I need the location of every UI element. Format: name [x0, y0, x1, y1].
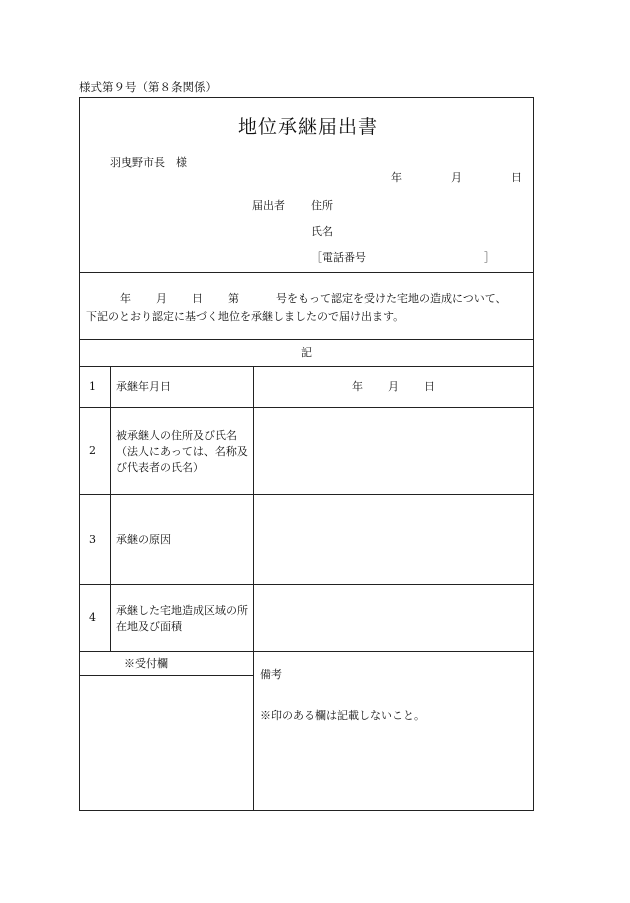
row-label: 承継年月日: [116, 380, 171, 393]
divider: [80, 494, 533, 495]
divider: [80, 407, 533, 408]
phone-label: ［電話番号: [311, 251, 366, 264]
date-year: 年: [391, 171, 402, 184]
divider: [80, 651, 533, 652]
row-label: 承継の原因: [116, 533, 171, 546]
form-frame: [79, 97, 534, 811]
row-number: 2: [89, 444, 96, 457]
row-label: 承継した宅地造成区域の所在地及び面積: [116, 604, 248, 633]
row-number: 3: [89, 533, 96, 546]
intro-day: 日: [192, 292, 203, 305]
address-label: 住所: [311, 199, 333, 212]
form-title: 地位承継届出書: [238, 116, 379, 138]
form-number-label: 様式第９号（第８条関係）: [79, 80, 217, 94]
addressee: 羽曳野市長 様: [110, 156, 187, 169]
remarks-label: 備考: [260, 668, 282, 681]
intro-rest: 号をもって認定を受けた宅地の造成について、: [276, 292, 507, 305]
notifier-label: 届出者: [252, 199, 285, 212]
divider: [80, 675, 253, 676]
intro-dai: 第: [228, 292, 239, 305]
divider: [80, 272, 533, 273]
ki-heading: 記: [301, 346, 312, 359]
succession-month: 月: [388, 380, 399, 393]
divider: [80, 339, 533, 340]
row-label: 被承継人の住所及び氏名（法人にあっては、名称及び代表者の氏名）: [116, 429, 248, 474]
phone-bracket-close: ］: [484, 251, 495, 264]
succession-year: 年: [352, 380, 363, 393]
intro-year: 年: [120, 292, 131, 305]
date-day: 日: [511, 171, 522, 184]
name-label: 氏名: [311, 225, 333, 238]
divider: [80, 366, 533, 367]
date-month: 月: [451, 171, 462, 184]
row-number: 1: [89, 380, 96, 393]
divider: [80, 584, 533, 585]
remarks-note: ※印のある欄は記載しないこと。: [260, 709, 425, 722]
intro-month: 月: [156, 292, 167, 305]
divider: [110, 366, 111, 651]
receipt-label: ※受付欄: [124, 657, 168, 670]
succession-day: 日: [424, 380, 435, 393]
row-number: 4: [89, 611, 96, 624]
divider: [253, 366, 254, 811]
intro-line2: 下記のとおり認定に基づく地位を承継しましたので届け出ます。: [86, 310, 405, 323]
